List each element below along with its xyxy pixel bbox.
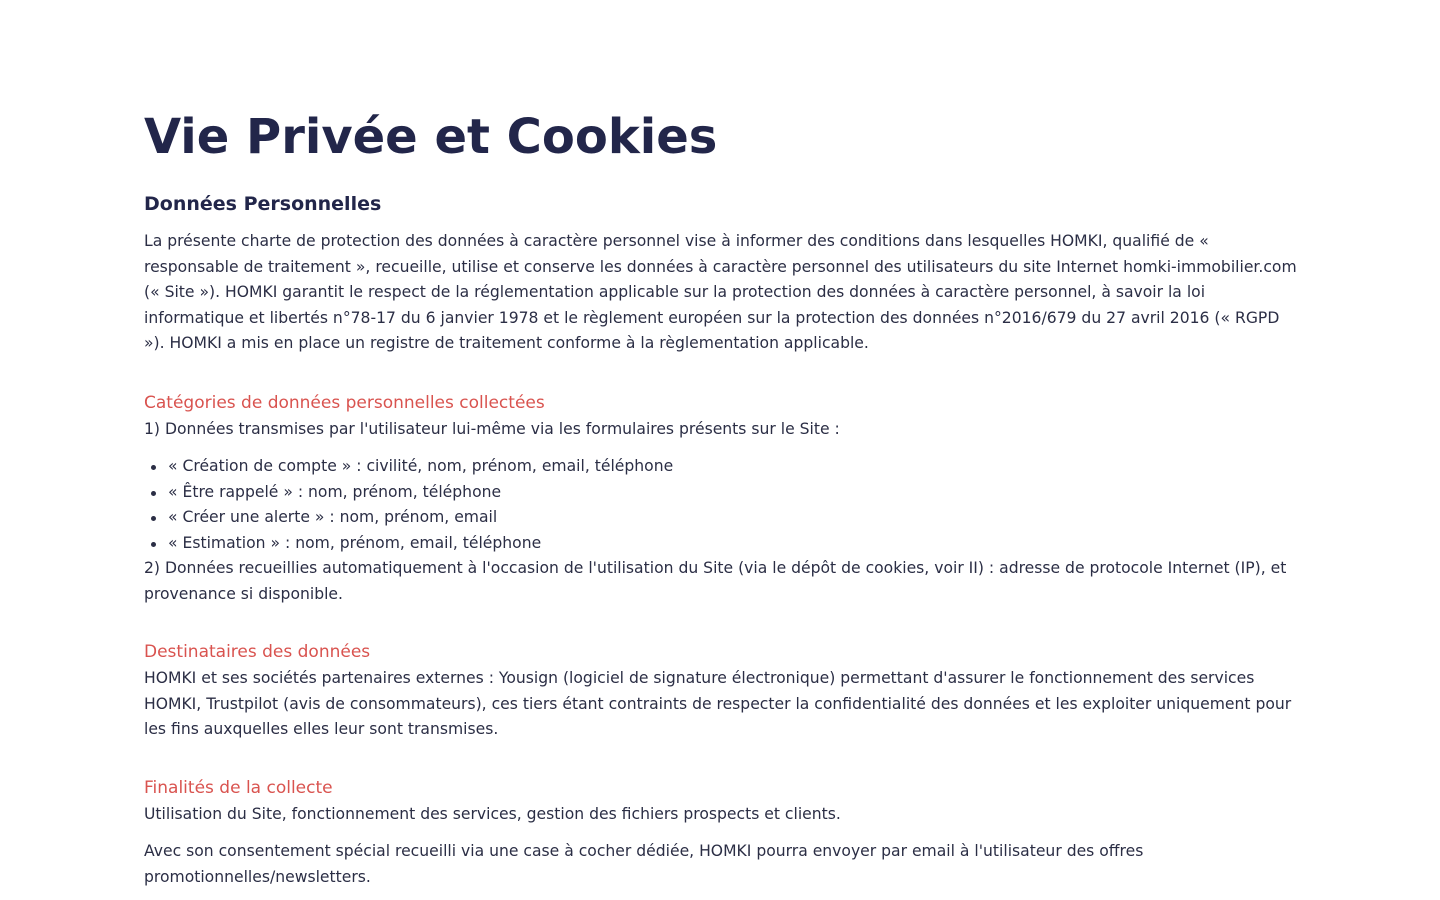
form-data-list bbox=[144, 454, 1304, 556]
main-content bbox=[144, 103, 1304, 890]
list-item: « Création de compte » : civilité, nom, prénom, email, téléphone bbox=[168, 454, 1304, 480]
personal-data-heading: Données Personnelles bbox=[144, 193, 382, 215]
personal-data-intro: La présente charte de protection des données à caractère personnel vise à informer des conditions dans lesquelles HOMKI, qualifié de « responsable de traitement », recueille, utilise et conserve les données à caractère personnel des utilisateurs du site Internet homki-immobilier.com (« Site »). HOMKI garantit le respect de la réglementation applicable sur la protection des données à caractère personnel, à savoir la loi informatique et libertés n°78-17 du 6 janvier 1978 et le règlement européen sur la protection des données n°2016/679 du 27 avril 2016 (« RGPD »). HOMKI a mis en place un registre de traitement conforme à la règlementation applicable. bbox=[144, 232, 1297, 352]
newsletter-consent-text: Avec son consentement spécial recueilli via une case à cocher dédiée, HOMKI pourra envoyer par email à l'utilisateur des offres promotionnelles/newsletters. bbox=[144, 842, 1144, 886]
purposes-heading: Finalités de la collecte bbox=[144, 777, 333, 798]
purposes-section bbox=[144, 776, 1304, 891]
categories-section bbox=[144, 391, 1304, 608]
recipients-text: HOMKI et ses sociétés partenaires externes : Yousign (logiciel de signature électronique) permettant d'assurer le fonctionnement des services HOMKI, Trustpilot (avis de consommateurs), ces tiers étant contraints de respecter la confidentialité des données et les exploiter uniquement pour les fins auxquelles elles leur sont transmises. bbox=[144, 669, 1292, 738]
categories-point-2: 2) Données recueillies automatiquement à l'occasion de l'utilisation du Site (via le dépôt de cookies, voir II) : adresse de protocole Internet (IP), et provenance si disponible. bbox=[144, 559, 1287, 603]
categories-point-1: 1) Données transmises par l'utilisateur lui-même via les formulaires présents sur le Site : bbox=[144, 419, 840, 438]
categories-heading: Catégories de données personnelles collectées bbox=[144, 392, 545, 413]
list-item: « Être rappelé » : nom, prénom, téléphone bbox=[168, 480, 1304, 506]
list-item: « Créer une alerte » : nom, prénom, email bbox=[168, 505, 1304, 531]
recipients-heading: Destinataires des données bbox=[144, 642, 371, 662]
recipients-section bbox=[144, 640, 1304, 743]
purposes-text: Utilisation du Site, fonctionnement des services, gestion des fichiers prospects et clients. bbox=[144, 804, 841, 823]
list-item: « Estimation » : nom, prénom, email, téléphone bbox=[168, 531, 1304, 557]
page-title: Vie Privée et Cookies bbox=[144, 109, 718, 165]
